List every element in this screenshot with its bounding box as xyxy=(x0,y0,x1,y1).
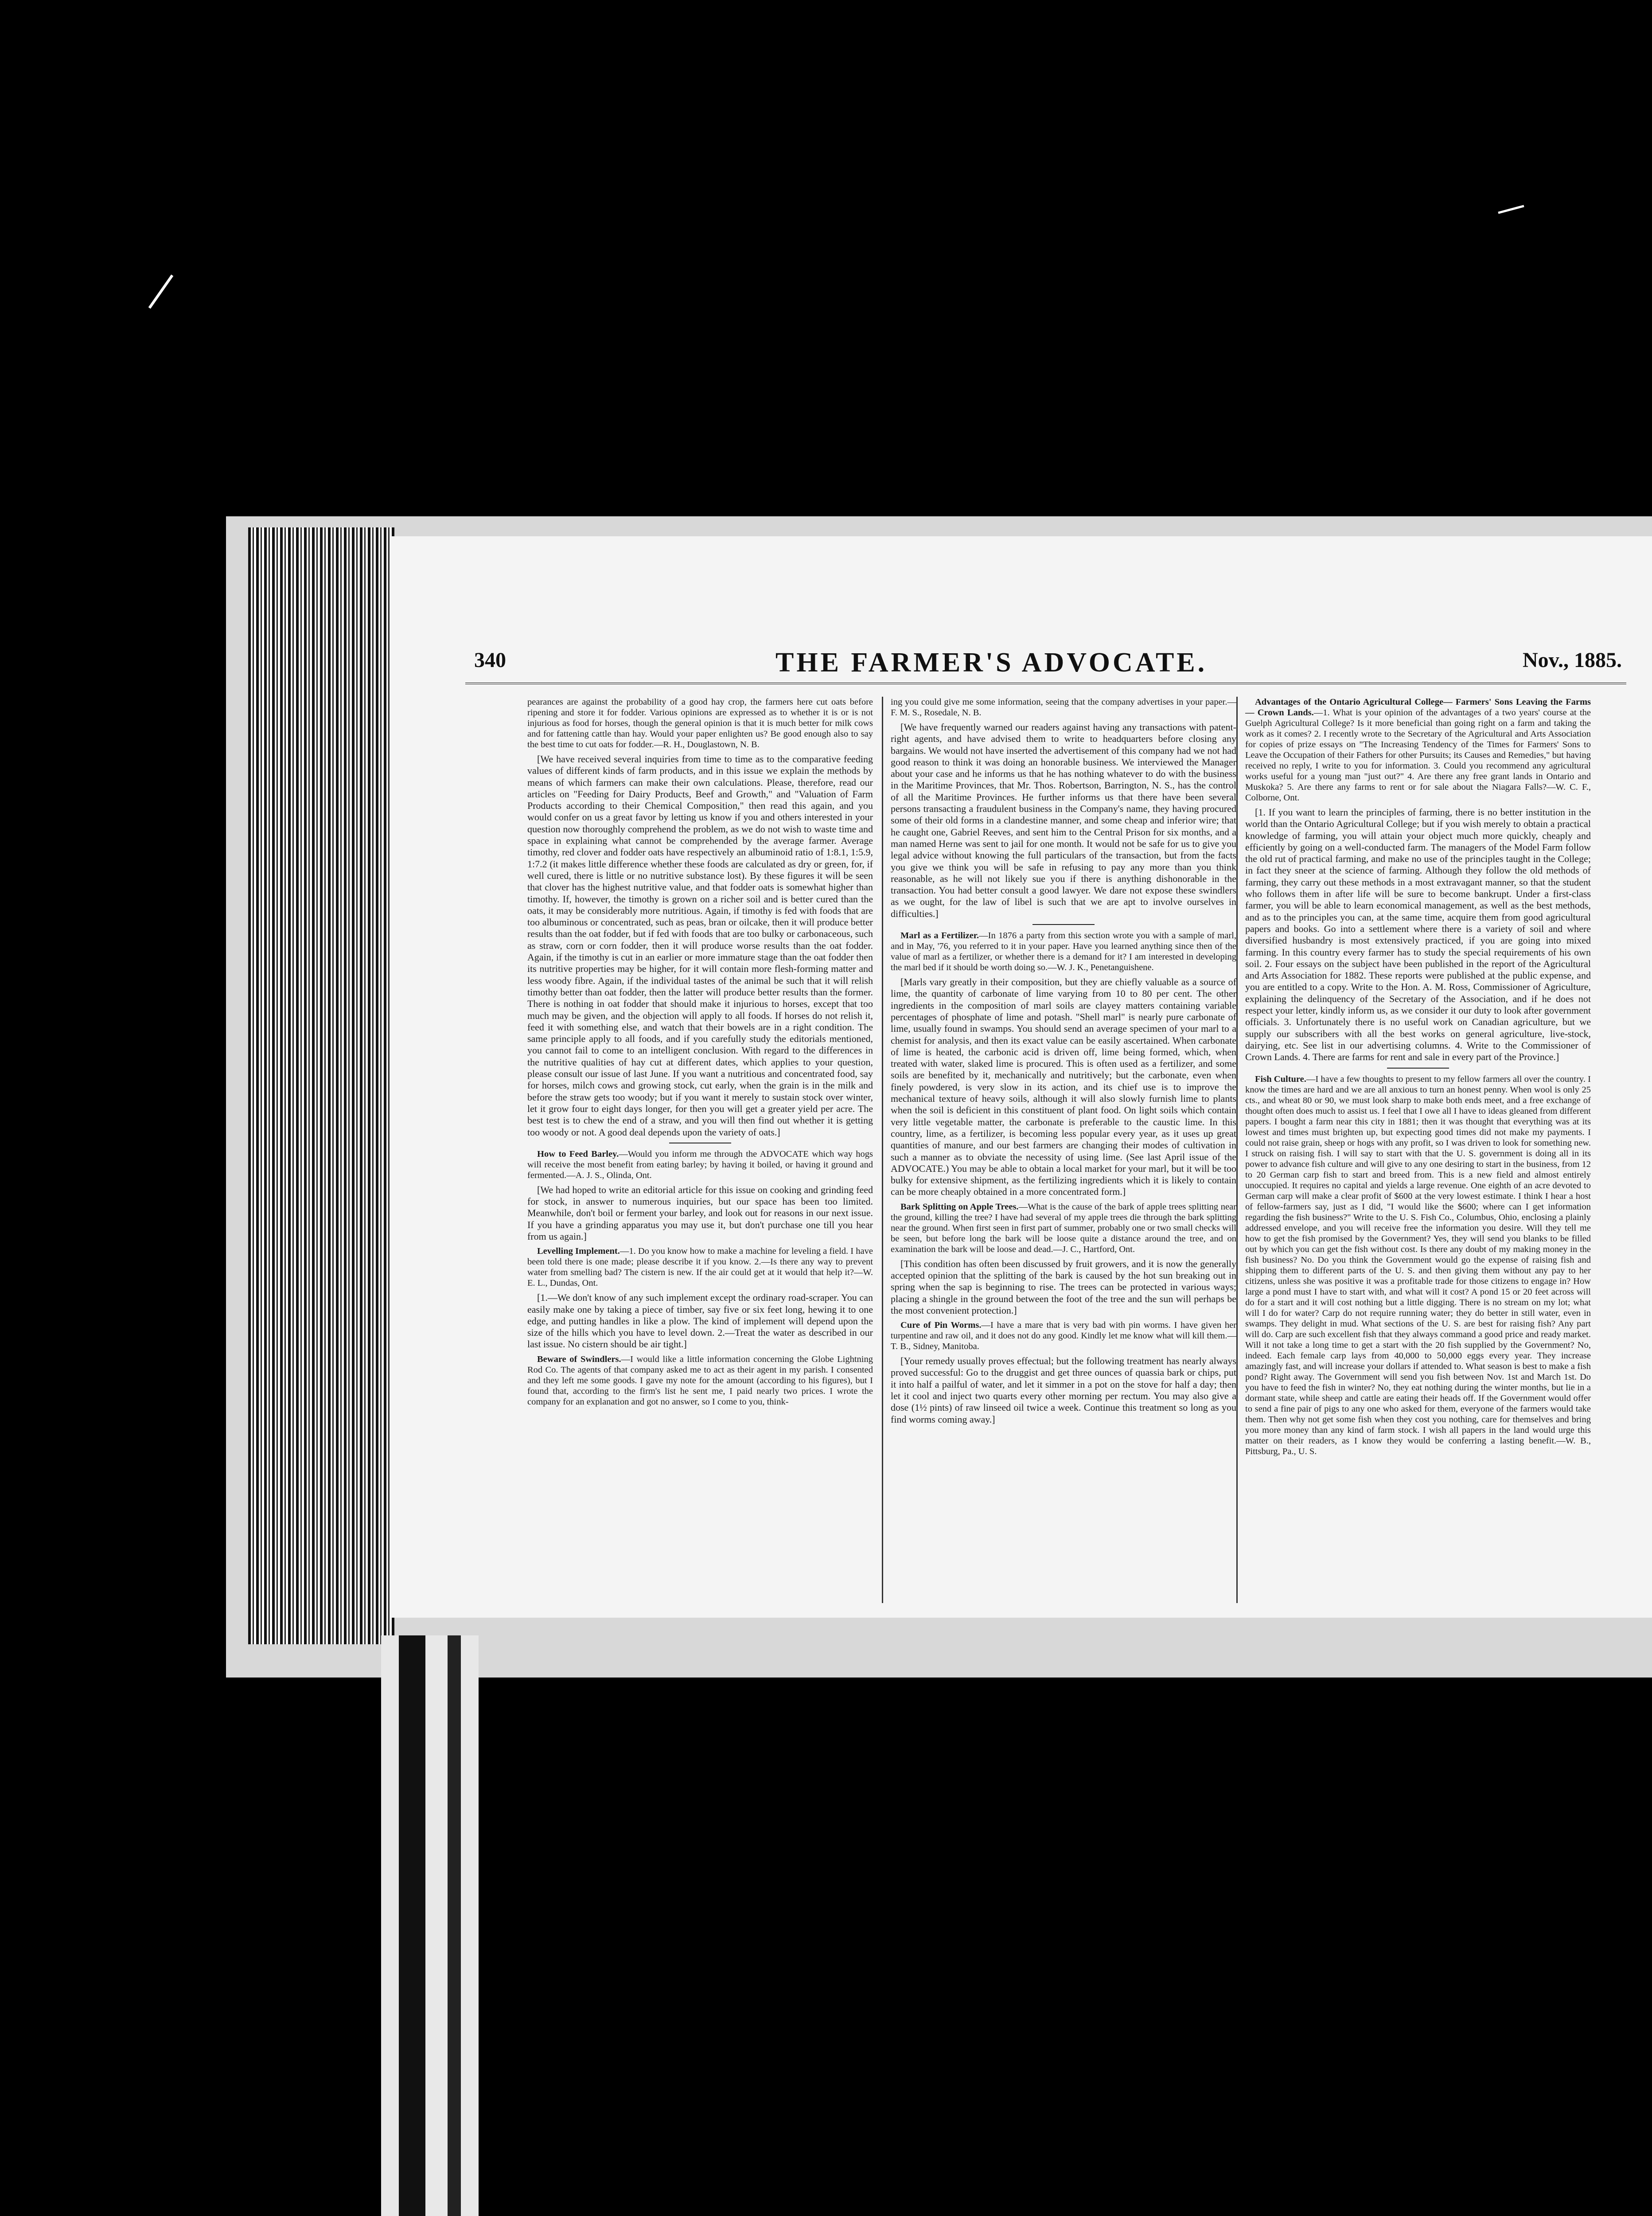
article-text: [We had hoped to write an editorial article for this issue on cooking and grinding feed for stock, in answer to numerous inquiries, but our space has been too limited. Meanwhile, don't boil or ferment your barley, and look out for reasons in our next issue. If you have a grinding apparatus you may use it, but don't purchase one till you hear from us again.] xyxy=(527,1184,873,1242)
article-item xyxy=(891,930,1236,973)
article-text: [This condition has often been discussed by fruit growers, and it is now the generally accepted opinion that the splitting of the bark is caused by the hot sun breaking out in spring when the sap is beginning to rise. The trees can be protected in various ways; placing a shingle in the ground between the foot of the tree and the sun will perhaps be the most convenient protection.] xyxy=(891,1258,1236,1316)
article-text: [We have frequently warned our readers against having any transactions with patent-right agents, and have advised them to write to headquarters before closing any bargains. We would not have inserted the advertisement of this company had we not had good reason to think it was doing an honorable business. We interviewed the Manager about your case and he informs us that he has nothing whatever to do with the business in the Maritime Provinces, that Mr. Thos. Robertson, Barrington, N. S., has the control of all the Maritime Provinces. He further informs us that there have been several persons transacting a fraudulent business in the Company's name, they having procured some of their old forms in a clandestine manner, and some cheap and inferior wire; that he caught one, Gabriel Reeves, and sent him to the Central Prison for six months, and a man named Herne was sent to jail for one month. It would not be safe for us to give you legal advice without knowing the full particulars of the transaction, but from the facts you give we think you will be safe in refusing to pay any more than you think reasonable, as he will not likely sue you if there is anything dishonorable in the transaction. You had better consult a good lawyer. We dare not expose these swindlers as we ought, for the law of libel is such that we are apt to involve ourselves in difficulties.] xyxy=(891,722,1236,919)
article-text: [1. If you want to learn the principles of farming, there is no better institution in the world than the Ontario Agricultural College; but if you wish merely to obtain a practical knowledge of farming, you will attain your object much more quickly, cheaply and efficiently by going on a well-conducted farm. The managers of the Model Farm follow the old rut of practical farming, and make no use of the principles taught in the College; in fact they sneer at the science of farming. Although they follow the old methods of farming, they carry out these methods in a most extravagant manner, so that the student who follows them in after life will be sure to become bankrupt. Under a first-class farmer, you will be able to learn economical management, as well as the best methods, and as to the principles you can, at the same time, acquire them from good agricultural papers and books. Go into a settlement where there is a variety of soil and where diversified husbandry is most extensively practiced, if you are going into mixed farming. In this country every farmer has to study the special requirements of his own soil. 2. Four essays on the subject have been published in the report of the Agricultural and Arts Association for 1882. These reports were published at the public expense, and you are entitled to a copy. Write to the Hon. A. M. Ross, Commissioner of Agriculture, explaining the delinquency of the Secretary of the Association, and if he does not respect your letter, kindly inform us, as we consider it our duty to look after government officials. 3. Unfortunately there is no useful work on Canadian agriculture, but we supply our subscribers with all the best works on general agriculture, live-stock, dairying, etc. See list in our advertising columns. 4. Write to the Commissioner of Crown Lands. 4. There are farms for rent and sale in every part of the Province.] xyxy=(1245,807,1591,1063)
separator xyxy=(1032,924,1095,925)
article-heading: Beware of Swindlers. xyxy=(537,1354,621,1364)
article-heading: Advantages of the Ontario Agricultural College— Farmers' Sons Leaving the Farms— Crown Lands. xyxy=(1245,697,1591,718)
column-rule xyxy=(882,697,883,1603)
article-text: —What is the cause of the bark of apple trees splitting near the ground, killing the tree? I have had several of my apple trees die through the bark splitting near the ground. When first seen in first part of summer, probably one or two small checks will be seen, but before long the bark will be loose quite a distance around the tree, and on examination the bark will be loose and dead.—J. C., Hartford, Ont. xyxy=(891,1202,1236,1254)
article-text: —In 1876 a party from this section wrote you with a sample of marl, and in May, '76, you referred to it in your paper. Have you learned anything since then of the value of marl as a fertilizer, or whether there is a demand for it? I am interested in developing the marl bed if it should be worth doing so.—W. J. K., Penetanguishene. xyxy=(891,931,1236,973)
article-text: [Your remedy usually proves effectual; but the following treatment has nearly always proved successful: Go to the druggist and get three ounces of quassia bark or chips, put it into half a pailful of water, and let it simmer in a pot on the stove for half a day; then let it cool and inject two quarts every other morning per rectum. You may also give a dose (1½ pints) of raw linseed oil twice a week. Continue this treatment so long as you find worms coming away.] xyxy=(891,1355,1236,1425)
article-item xyxy=(1245,1074,1591,1457)
article-text: —1. Do you know how to make a machine for leveling a field. I have been told there is one made; please describe it if you know. 2.—Is there any way to prevent water from smelling bad? The cistern is new. If the air could get at it would that help it?—W. E. L., Dundas, Ont. xyxy=(527,1246,873,1288)
column-3 xyxy=(1245,697,1591,1603)
clip-bar xyxy=(448,1635,461,2216)
scan-mark xyxy=(148,274,174,308)
article-heading: Cure of Pin Worms. xyxy=(900,1320,982,1330)
book-edge xyxy=(248,527,394,1644)
article-item xyxy=(1245,697,1591,803)
article-text: —I have a few thoughts to present to my fellow farmers all over the country. I know the times are hard and we are all anxious to turn an honest penny. When wool is only 25 cts., and wheat 80 or 90, we must look sharp to make both ends meet, and a free exchange of thought often does much to assist us. I feel that I owe all I have to ideas gleaned from different papers. I bought a farm near this city in 1881; then it was thought that everything was at its lowest and times must brighten up, but expecting good times did not make my payments. I could not raise grain, sheep or hogs with any profit, so I was driven to look for something new. I struck on raising fish. I will say to start with that the U. S. government is doing all in its power to advance fish culture and will give to any one desiring to start in the business, from 12 to 20 German carp fish to start and breed from. This is a new field and almost entirely unoccupied. It requires no capital and yields a large revenue. One eighth of an acre devoted to German carp will make a clear profit of $600 at the very lowest estimate. I think I hear a host of fellow-farmers say, just as I did, "I would like the $600; where can I get information regarding the fish business?" Write to the U. S. Fish Co., Columbus, Ohio, enclosing a plainly addressed envelope, and you will receive free the information you desire. Will they tell me how to get the fish promised by the Government? Yes, they will send you blanks to be filled out by which you can get the fish without cost. Is there any doubt of my making money in the fish business? No. Do you think the Government would go the expense of raising fish and shipping them to different parts of the U. S. and then giving them without any pay to her citizens, unless she was positive it was a profitable trade for those citizens to engage in? How large a pond must I have to start with, and what will it cost? A pond 15 or 20 feet across will do for a start and it will cost nothing but a little digging. There is no stream on my lot; what will I do for water? Carp do not require running water; they do better in still water, even in swamps. They delight in mud. What sections of the U. S. are best for raising fish? Any part will do. Carp are such excellent fish that they always command a good price and ready market. Will it not take a long time to get a start with the 20 fish supplied by the Government? No, indeed. Each female carp lays from 40,000 to 50,000 eggs every year. They increase amazingly fast, and will increase your dollars if attended to. What season is best to make a fish pond? Right away. The Government will send you fish between Nov. 1st and March 1st. Do you have to feed the fish in winter? No, they eat nothing during the winter months, but lie in a dormant state, while sheep and cattle are eating their heads off. If the Government would offer to send a fine pair of pigs to any one who asked for them, everyone of the farmers would take them. Then why not get some fish when they cost you nothing, care for themselves and bring you more money than any kind of farm stock. I wish all papers in the land would urge this matter on their readers, as I know they would be conferring a lasting benefit.—W. B., Pittsburg, Pa., U. S. xyxy=(1245,1074,1591,1456)
column-2 xyxy=(891,697,1236,1603)
article-text: [We have received several inquiries from time to time as to the comparative feeding values of different kinds of farm products, and in this issue we explain the methods by means of which farmers can make their own calculations. Please, therefore, read our articles on "Feeding for Dairy Products, Beef and Growth," and "Valuation of Farm Products according to their Chemical Composition," then read this again, and you would confer on us a great favor by letting us know if you and others interested in your question now thoroughly comprehend the problem, as we do not wish to waste time and space in explaining what cannot be comprehended by the average farmer. Average timothy, red clover and fodder oats have respectively an albuminoid ratio of 1:8.1, 1:5.9, 1:7.2 (it makes little difference whether these foods are calculated as dry or green, for, if well cured, there is little or no nutritive substance lost). By these figures it will be seen that clover has the highest nutritive value, and that fodder oats is somewhat higher than timothy. If, however, the timothy is grown on a richer soil and is better cured than the oats, it may be considerably more nutritious. Again, if timothy is fed with foods that are too albuminous or concentrated, such as peas, bran or oilcake, then it will produce better results than the oat fodder, but if fed with foods that are too bulky or carbonaceous, such as straw, corn or corn fodder, then it will produce worse results than the oat fodder. Again, if the timothy is cut in an earlier or more immature stage than the oat fodder then its nutritive properties may be higher, for it will contain more flesh-forming matter and less woody fibre. Again, if the individual tastes of the animal be such that it will relish timothy better than oat fodder, then the latter will produce better results than the former. There is nothing in oat fodder that should make it injurious to horses, except that too much may be given, and the objection will apply to all foods. If horses do not relish it, feed it with something else, and watch that their bowels are in a right condition. The same principle apply to all foods, and if you carefully study the editorials mentioned, you cannot fail to come to an intelligent conclusion. With regard to the differences in the nutritive qualities of hay cut at different dates, which applies to your question, please consult our issue of last June. If you want a nutritious and concentrated food, say for horses, milch cows and growing stock, cut early, when the grain is in the milk and before the straw gets too woody; but if you want it merely to sustain stock over winter, let it grow four to eight days longer, for then you will get a greater yield per acre. The best test is to chew the end of a straw, and you will then find out whether it is getting too woody or not. A good deal depends upon the variety of oats.] xyxy=(527,753,873,1138)
scan-mark xyxy=(1498,205,1524,214)
issue-date: Nov., 1885. xyxy=(1522,648,1622,672)
article-item xyxy=(527,1354,873,1407)
column-1 xyxy=(527,697,873,1603)
article-heading: Marl as a Fertilizer. xyxy=(900,931,979,941)
clip-bar xyxy=(399,1635,425,2216)
article-heading: Fish Culture. xyxy=(1255,1074,1306,1084)
article-item xyxy=(527,1246,873,1288)
article-text: —I would like a little information concerning the Globe Lightning Rod Co. The agents of that company asked me to act as their agent in my parish. I consented and they left me some goods. I gave my note for the amount (according to his figures), but I found that, according to the firm's list he sent me, I paid nearly two prices. I wrote the company for an explanation and got no answer, so I come to you, think- xyxy=(527,1354,873,1407)
scanner-clip xyxy=(381,1635,479,2216)
article-item xyxy=(527,1149,873,1181)
article-item xyxy=(891,1202,1236,1255)
page-header xyxy=(465,647,1626,684)
article-text: [1.—We don't know of any such implement except the ordinary road-scraper. You can easily make one by taking a piece of timber, say five or six feet long, hewing it to one edge, and putting handles in like a plow. The kind of implement will depend upon the size of the hills which you have to level down. 2.—Treat the water as described in our last issue. No cistern should be air tight.] xyxy=(527,1292,873,1350)
article-heading: Levelling Implement. xyxy=(537,1246,620,1256)
column-rule xyxy=(1236,697,1238,1603)
masthead-title: THE FARMER'S ADVOCATE. xyxy=(775,648,1208,678)
article-item xyxy=(891,1320,1236,1352)
article-text: —1. What is your opinion of the advantages of a two years' course at the Guelph Agricultural College? Is it more beneficial than going right on a farm and taking the work as it comes? 2. I recently wrote to the Secretary of the Agricultural and Arts Association for copies of prize essays on "The Increasing Tendency of the Times for Farmers' Sons to Leave the Occupation of their Fathers for other Pursuits; its Causes and Remedies," but having received no reply, I write to you for information. 3. Could you recommend any agricultural works useful for a young man "just out?" 4. Are there any free grant lands in Ontario and Muskoka? 5. Are there any farms to rent or for sale about the Niagara Falls?—W. C. F., Colborne, Ont. xyxy=(1245,708,1591,803)
separator xyxy=(1387,1068,1449,1069)
article-text: —Would you inform me through the ADVOCATE which way hogs will receive the most benefit from eating barley; by having it boiled, or having it ground and fermented.—A. J. S., Olinda, Ont. xyxy=(527,1149,873,1180)
page-number: 340 xyxy=(474,648,506,672)
article-text: ing you could give me some information, seeing that the company advertises in your paper.—F. M. S., Rosedale, N. B. xyxy=(891,697,1236,718)
article-text: pearances are against the probability of a good hay crop, the farmers here cut oats before ripening and store it for fodder. Various opinions are expressed as to whether it is or is not injurious as food for horses, though the general opinion is that it is much better for milk cows and for fattening cattle than hay. Would your paper enlighten us? Be good enough also to say the best time to cut oats for fodder.—R. H., Douglastown, N. B. xyxy=(527,697,873,749)
article-text: [Marls vary greatly in their composition, but they are chiefly valuable as a source of lime, the quantity of carbonate of lime varying from 10 to 80 per cent. The other ingredients in the composition of marl soils are clayey matters containing variable percentages of phosphate of lime and potash. "Shell marl" is nearly pure carbonate of lime, usually found in swamps. You should send an average specimen of your marl to a chemist for analysis, and then its exact value can be easily ascertained. When carbonate of lime is heated, the carbonic acid is driven off, lime being formed, which, when treated with water, slaked lime is procured. This is often used as a fertilizer, and some soils are benefited by it, mechanically and nutritively; but the carbonate, even when finely powdered, is very slow in its action, and its chief use is to improve the mechanical texture of heavy soils, although it will also slowly furnish lime to plants when the soil is deficient in this constituent of plant food. On light soils which contain very little vegetable matter, the carbonate is preferable to the caustic lime. In this country, lime, as a fertilizer, is becoming less popular every year, as it uses up great quantities of manure, and our best farmers are changing their modes of cultivation in such a manner as to obviate the necessity of using lime. (See last April issue of the ADVOCATE.) You may be able to obtain a local market for your marl, but it will be too bulky for extensive shipment, as the fertilizing ingredients which it is likely to contain can be more cheaply obtained in a more concentrated form.] xyxy=(891,976,1236,1198)
article-heading: Bark Splitting on Apple Trees. xyxy=(900,1202,1019,1212)
article-text: —I have a mare that is very bad with pin worms. I have given her turpentine and raw oil, and it does not do any good. Kindly let me know what will kill them.—T. B., Sidney, Manitoba. xyxy=(891,1320,1236,1352)
article-heading: How to Feed Barley. xyxy=(537,1149,619,1159)
